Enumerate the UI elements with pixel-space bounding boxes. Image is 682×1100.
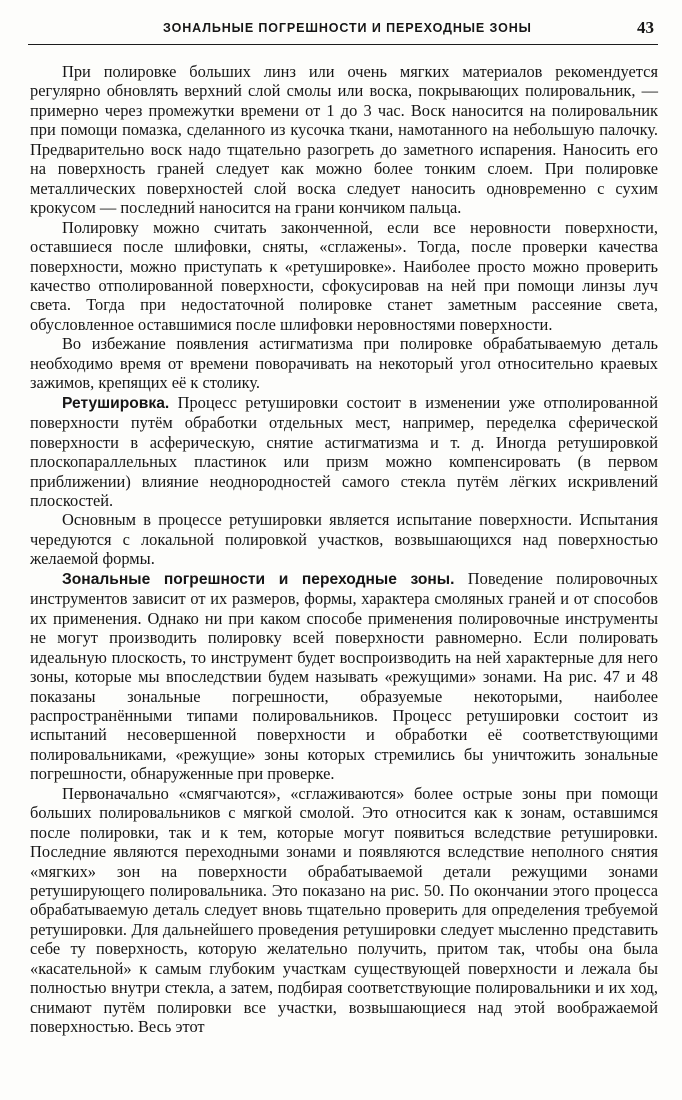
paragraph	[30, 569, 658, 784]
paragraph	[30, 510, 658, 568]
paragraph	[30, 784, 658, 1037]
paragraph-text: Основным в процессе ретушировки является испытание поверхности. Испытания чередуются с локальной полировкой участков, возвышающихся над поверхностью желаемой формы.	[30, 510, 658, 569]
paragraph	[30, 62, 658, 218]
body-text	[30, 62, 658, 1037]
header-rule	[28, 44, 658, 45]
paragraph	[30, 334, 658, 392]
running-title: ЗОНАЛЬНЫЕ ПОГРЕШНОСТИ И ПЕРЕХОДНЫЕ ЗОНЫ	[163, 21, 532, 35]
paragraph-text: Процесс ретушировки состоит в изменении уже отполированной поверхности путём обработки отдельных мест, например, переделка сферической поверхности в асферическую, снятие астигматизма и т. д. Иногда ретушировкой плоскопараллельных пластинок или призм можно компенсировать (в первом приближении) влияние неоднородностей самого стекла путём лёгких искривлений плоскостей.	[30, 392, 658, 510]
paragraph-text: При полировке больших линз или очень мягких материалов рекомендуется регулярно обновлять верхний слой смолы или воска, покрывающих полировальник, — примерно через промежутки времени от 1 до 3 час. Воск наносится на полировальник при помощи помазка, сделанного из кусочка ткани, намотанного на небольшую палочку. Предварительно воск надо тщательно разогреть до заметного испарения. Наносить его на поверхность граней следует как можно более тонким слоем. При полировке металлических поверхностей слой воска следует наносить одновременно с сухим крокусом — последний наносится на грани кончиком пальца.	[30, 62, 658, 218]
paragraph	[30, 218, 658, 335]
page-number: 43	[637, 18, 654, 37]
paragraph-text: Полировку можно считать законченной, если все неровности поверхности, оставшиеся после шлифовки, сняты, «сглажены». Тогда, после проверки качества поверхности, можно приступать к «ретушировке». Наиболее просто можно проверить качество отполированной поверхности, сфокусировав на ней при помощи линзы луч света. Тогда при недостаточной полировке станет заметным рассеяние света, обусловленное оставшимися после шлифовки неровностями поверхности.	[30, 217, 658, 334]
running-header	[28, 18, 658, 44]
paragraph-text: Во избежание появления астигматизма при полировке обрабатываемую деталь необходимо время от времени поворачивать на некоторый угол относительно краевых зажимов, крепящих её к столику.	[30, 334, 658, 393]
run-in-heading-retouching: Ретушировка.	[62, 394, 170, 412]
paragraph-text: Первоначально «смягчаются», «сглаживаются» более острые зоны при помощи больших полировальников с мягкой смолой. Это относится как к зонам, оставшимся после полировки, так и к тем, которые могут появиться вследствие ретушировки. Последние являются переходными зонами и появляются вследствие неполного снятия «мягких» зон на поверхности обрабатываемой детали режущими зонами ретуширующего полировальника. Это показано на рис. 50. По окончании этого процесса обрабатываемую деталь следует вновь тщательно проверить для определения требуемой ретушировки. Для дальнейшего проведения ретушировки следует мысленно представить себе ту поверхность, которую желательно получить, притом так, чтобы она была «касательной» к самым глубоким участкам существующей поверхности и лежала бы полностью внутри стекла, а затем, подбирая соответствующие полировальники и их ход, снимают путём полировки все участки, возвышающиеся над этой воображаемой поверхностью. Весь этот	[30, 783, 658, 1037]
paragraph-text: Поведение полировочных инструментов зависит от их размеров, формы, характера смоляных граней и от способов их применения. Однако ни при каком способе применения полировочные инструменты не могут производить полировку всей поверхности равномерно. Если полировать идеальную плоскость, то инструмент будет воспроизводить на ней характерные для него зоны, которые мы впоследствии будем называть «режущими» зонами. На рис. 47 и 48 показаны зональные погрешности, образуемые некоторыми, наиболее распространёнными типами полировальников. Процесс ретушировки состоит из испытаний несовершенной поверхности и обработки её соответствующими полировальниками, «режущие» зоны которых стремились бы уничтожить зональные погрешности, обнаруженные при проверке.	[30, 568, 659, 784]
paragraph	[30, 393, 658, 511]
run-in-heading-zonal-errors: Зональные погрешности и переходные зоны.	[62, 570, 455, 588]
